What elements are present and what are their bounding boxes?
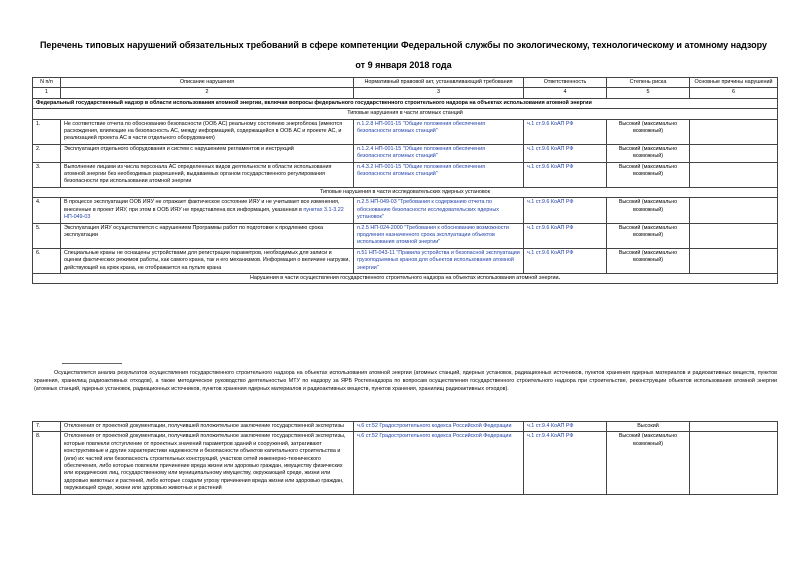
row-num: 6. [33,248,61,273]
row-num: 3. [33,162,61,187]
subsection-title: Типовые нарушения в части исследовательских ядерных установок [33,187,778,197]
row-causes [690,248,778,273]
row-causes [690,422,778,432]
row-resp-link[interactable]: ч.1 ст.9.6 КоАП РФ [524,119,607,144]
row-act-link[interactable]: п.51 НП-043-11 "Правила устройства и безопасной эксплуатации грузоподъемных кранов для объектов использования атомной энергии" [354,248,524,273]
subsection-row [33,187,778,197]
subsection-text: Нарушения в части осуществления государственного строительного надзора на объектах использования атомной энергии [250,274,559,281]
row-act-link[interactable]: п.4.3.2 НП-001-15 "Общие положения обеспечения безопасности атомных станций" [354,162,524,187]
row-act-link[interactable]: п.1.2.8 НП-001-15 "Общие положения обеспечения безопасности атомных станций" [354,119,524,144]
header-num: N п/п [33,78,61,88]
row-causes [690,198,778,223]
row-risk: Высокий (максимально возможный) [607,162,690,187]
table-row [33,119,778,144]
row-causes [690,144,778,162]
row-resp-link[interactable]: ч.1 ст.9.6 КоАП РФ [524,162,607,187]
row-act-link[interactable]: ч.6 ст.52 Градостроительного кодекса Российской Федерации [354,422,524,432]
row-desc: Не соответствие отчета по обоснованию безопасности (ООБ АС) реальному состоянию энергоблока (имеются расхождения, влияющие на безопасность АС, между информацией, содержащейся в ООБ АС и проекте АС, и реализацией проекта АС в части отдельного оборудования) [61,119,354,144]
row-risk: Высокий [607,422,690,432]
row-desc: Выполнение лицами из числа персонала АС определенных видов деятельности в области использования атомной энергии без необходимых разрешений, выдаваемых органом государственного регулирования безопасности при использовании атомной энергии [61,162,354,187]
row-desc-link[interactable]: пунктах 3.1-3.22 НП-049-03 [64,206,344,221]
row-desc: Специальные краны не оснащены устройствами для регистрации параметров, необходимых для записи и оценки фактических режимов работы, как самого крана, так и его механизмов. Информация о величине нагрузки, действующей на крюк крана, не отображается на пульте крана [61,248,354,273]
row-num: 4. [33,198,61,223]
table-row [33,198,778,223]
row-desc [61,198,354,223]
subsection-row [33,109,778,119]
row-risk: Высокий (максимально возможный) [607,144,690,162]
row-resp-link[interactable]: ч.1 ст.9.6 КоАП РФ [524,198,607,223]
column-number-row [33,88,778,98]
row-causes [690,223,778,248]
row-act-link[interactable]: п.2.5 НП-049-03 "Требования к содержанию отчета по обоснованию безопасности исследовательских ядерных установок" [354,198,524,223]
violations-table [32,77,778,284]
row-num: 2. [33,144,61,162]
row-risk: Высокий (максимально возможный) [607,432,690,494]
header-act: Нормативный правовой акт, устанавливающий требования [354,78,524,88]
row-num: 8. [33,432,61,494]
violations-table-continued [32,421,778,495]
row-resp-link[interactable]: ч.1 ст.9.6 КоАП РФ [524,144,607,162]
row-act-link[interactable]: п.2.5 НП-024-2000 "Требования к обоснованию возможности продления назначенного срока эксплуатации объектов использования атомной энергии" [354,223,524,248]
header-causes: Основные причины нарушений [690,78,778,88]
table-row [33,144,778,162]
row-resp-link[interactable]: ч.1 ст.9.6 КоАП РФ [524,223,607,248]
row-desc: Отклонения от проектной документации, получившей положительное заключение государственной экспертизы [61,422,354,432]
row-causes [690,432,778,494]
row-causes [690,119,778,144]
row-risk: Высокий (максимально возможный) [607,119,690,144]
row-risk: Высокий (максимально возможный) [607,248,690,273]
page-title: Перечень типовых нарушений обязательных требований в сфере компетенции Федеральной службы по экологическому, технологическому и атомному надзору [39,40,768,50]
row-num: 1. [33,119,61,144]
col-number: 6 [690,88,778,98]
subsection-row [33,273,778,283]
col-number: 2 [61,88,354,98]
subsection-title: Типовые нарушения в части атомных станций [33,109,778,119]
section-row [33,98,778,108]
col-number: 5 [607,88,690,98]
row-resp-link[interactable]: ч.1 ст.9.4 КоАП РФ [524,432,607,494]
page-date: от 9 января 2018 года [355,60,452,70]
col-number: 1 [33,88,61,98]
table-row [33,162,778,187]
header-desc: Описание нарушения [61,78,354,88]
footnote-text: Осуществляется анализ результатов осуществления государственного строительного надзора на объектах использования атомной энергии (атомных станций, ядерных установок, радиационных источников, пунктов хранения ядерных материалов и радиоактивных веществ, пунктов хранения, хранилищ радиоактивных отходов), а также методическое руководство деятельностью МТУ по надзору за ЯРБ Ростехнадзора по вопросам осуществления государственного строительного надзора при строительстве, реконструкции объектов использования атомной энергии (атомных станций, ядерных установок, радиационных источников, пунктов хранения ядерных материалов и радиоактивных веществ, пунктов хранения, хранилищ радиоактивных отходов). [34,370,777,393]
subsection-title [33,273,778,283]
row-act-link[interactable]: ч.6 ст.52 Градостроительного кодекса Российской Федерации [354,432,524,494]
footnote-separator [62,363,122,364]
row-act-link[interactable]: п.1.2.4 НП-001-15 "Общие положения обеспечения безопасности атомных станций" [354,144,524,162]
row-desc-text: В процессе эксплуатации ООБ ИЯУ не отражает фактическое состояние ИЯУ и не учитывает все изменения, внесенные в проект ИЯУ, при этом в ООБ ИЯУ не представлена вся информация, указанная в [64,199,340,213]
row-desc: Отклонения от проектной документации, получившей положительное заключение государственной экспертизы, которые повлекли отступление от проектных значений параметров зданий и сооружений, затрагивают конструктивные и другие характеристики надежности и безопасности объектов капитального строительства и (или) их частей или безопасность строительных конструкций, участков сетей инженерно-технического обеспечения, либо которые повлекли причинение вреда жизни или здоровью граждан, имуществу физических или юридических лиц, государственному или муниципальному имуществу, окружающей среде, жизни или здоровью животных и растений, либо которые создали угрозу причинения вреда жизни или здоровью граждан, окружающей среде, жизни или здоровью животных и растений [61,432,354,494]
col-number: 3 [354,88,524,98]
row-resp-link[interactable]: ч.1 ст.9.4 КоАП РФ [524,422,607,432]
row-num: 5. [33,223,61,248]
row-desc: Эксплуатация отдельного оборудования и систем с нарушением регламентов и инструкций [61,144,354,162]
row-resp-link[interactable]: ч.1 ст.9.6 КоАП РФ [524,248,607,273]
subsection-dot: . [558,274,560,281]
table-row [33,432,778,494]
row-desc: Эксплуатация ИЯУ осуществляется с нарушением Программы работ по подготовке к продлению срока эксплуатации [61,223,354,248]
row-risk: Высокий (максимально возможный) [607,223,690,248]
col-number: 4 [524,88,607,98]
section-title: Федеральный государственный надзор в области использования атомной энергии, включая вопросы федерального государственного строительного надзора на объектах использования атомной энергии [33,98,778,108]
row-risk: Высокий (максимально возможный) [607,198,690,223]
table-header-row [33,78,778,88]
table-row [33,248,778,273]
table-row [33,223,778,248]
table-row [33,422,778,432]
header-resp: Ответственность [524,78,607,88]
header-risk: Степень риска [607,78,690,88]
row-causes [690,162,778,187]
row-num: 7. [33,422,61,432]
